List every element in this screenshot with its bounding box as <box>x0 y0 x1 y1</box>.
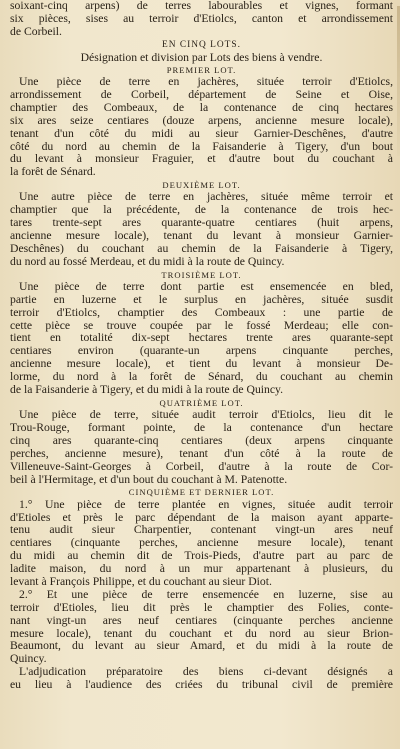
closing-line: L'adjudication préparatoire des biens ci-devant désignés a <box>19 666 393 679</box>
lot-text-line: côté du nord au chemin de la Faisanderie à Tigery, d'un bout <box>10 140 393 153</box>
lot-heading: CINQUIÈME ET DERNIER LOT. <box>128 487 275 498</box>
lot-text-line: Une pièce de terre dont partie est ensemencée en bled, <box>19 280 393 293</box>
lot-text-line: ladite maison, du nord à un mur appartenant à plusieurs, du <box>10 563 393 576</box>
intro-line: soixant-cinq arpens) de terres labourables et vignes, formant <box>10 0 393 12</box>
lot-text-line: du midi au chemin dit de Trois-Pieds, d'autre part au parc de <box>10 550 393 563</box>
lot-text-line: ancienne mesure locale), tenant du levant à monsieur Garnier- <box>10 230 393 243</box>
lot-heading: DEUXIÈME LOT. <box>162 180 241 191</box>
lot-text-line: d'Etioles et près le parc dépendant de la maison ayant apparte- <box>10 511 393 524</box>
lot-text-line: Une pièce de terre, située audit terroir d'Etiolcs, lieu dit le <box>19 409 393 422</box>
lot-text-line: champtier des Combeaux, de la contenance de cinq hectares <box>10 101 393 114</box>
lot-heading: QUATRIÈME LOT. <box>159 397 244 408</box>
lot-text-line: terroir d'Etioles, lieu dit près le champtier des Folies, conte- <box>10 601 393 614</box>
lot-text-line: cinq ares quarante-cinq centiares (deux arpens cinquante <box>10 434 393 447</box>
lot-text-line: tenu audit sieur Charpentier, contenant vingt-un ares neuf <box>10 524 393 537</box>
lot-text-line: lorme, du nord à la forêt de Sénard, du couchant au chemin <box>10 371 393 384</box>
lot-text-line: 2.° Et une pièce de terre ensemencée en luzerne, sise au <box>19 588 393 601</box>
lot-text-line: du levant à monsieur Fraguier, et d'autre bout du couchant à <box>10 153 393 166</box>
lot-text-line: Une pièce de terre en jachères, située terroir d'Etiolcs, <box>19 76 393 89</box>
intro-line: six pièces, sises au terroir d'Etiolcs, canton et arrondissement <box>10 12 393 25</box>
lot-text-line: du nord au fossé Merdeau, et du midi à la route de Quincy. <box>10 255 285 268</box>
designation-heading: Désignation et division par Lots des biens à vendre. <box>80 50 323 64</box>
lot-text-line: 1.° Une pièce de terre plantée en vignes, située audit terroir <box>19 498 393 511</box>
lot-text-line: centiares environ (quarante-un arpens cinquante perches, <box>10 345 393 358</box>
lot-heading: TROISIÈME LOT. <box>161 269 242 280</box>
closing-line: eu lieu à l'audience des criées du tribunal civil de première <box>10 679 393 692</box>
lot-text-line: beil à l'Hermitage, et d'un bout du couchant à M. Patenotte. <box>10 473 288 486</box>
lot-text-line: tenant d'un côté du midi au sieur Garnier-Deschênes, d'autre <box>10 127 393 140</box>
lot-text-line: centiares (cinquante perches, ancienne mesure locale), tenant <box>10 537 393 550</box>
lot-text-line: Quincy. <box>10 653 47 666</box>
lot-text-line: la forêt de Sénard. <box>10 166 96 179</box>
lot-text-line: nant vingt-un ares neuf centiares (cinquante perches ancienne <box>10 614 393 627</box>
lot-text-line: Deschênes) du couchant au chemin de la Faisanderie à Tigery, <box>10 242 393 255</box>
lot-text-line: Une autre pièce de terre en jachères, située même terroir et <box>19 191 393 204</box>
lot-text-line: terroir d'Etiolcs, champtier des Combeaux : une partie de <box>10 306 393 319</box>
lot-text-line: de la Faisanderie à Tigery, et du midi à la route de Quincy. <box>10 384 284 397</box>
lot-text-line: six ares seize centiares (douze arpens, ancienne mesure locale), <box>10 114 393 127</box>
lot-text-line: Villeneuve-Saint-Georges à Corbeil, d'autre à la route de Cor- <box>10 460 393 473</box>
intro-line: de Corbeil. <box>10 25 62 38</box>
lot-text-line: partie en luzerne et le surplus en jachères, située susdit <box>10 293 393 306</box>
lot-text-line: Beaumont, du levant au sieur Amard, et du midi à la route de <box>10 640 393 653</box>
lot-text-line: perches, ancienne mesure), tenant d'un côté à la route de <box>10 447 393 460</box>
lots-heading: EN CINQ LOTS. <box>162 39 241 50</box>
lot-text-line: arrondissement de Corbeil, département de Seine et Oise, <box>10 88 393 101</box>
lot-text-line: cette pièce se trouve coupée par le fossé Merdeau; elle con- <box>10 319 393 332</box>
lot-text-line: tares trente-sept ares quarante-quatre centiares (huit arpens, <box>10 217 393 230</box>
lot-text-line: Trou-Rouge, formant pointe, de la contenance d'un hectare <box>10 421 393 434</box>
lot-text-line: champtier que la précédente, de la contenance de trois hec- <box>10 204 393 217</box>
lot-text-line: levant à François Philippe, et du couchant au sieur Diot. <box>10 575 272 588</box>
lot-text-line: tient en totalité dix-sept hectares trente ares quarante-sept <box>10 332 393 345</box>
lot-text-line: mesure locale), tenant du couchant et du nord au sieur Brion- <box>10 627 393 640</box>
lot-text-line: ancienne mesure locale), et tient du levant à monsieur De- <box>10 358 393 371</box>
lot-heading: PREMIER LOT. <box>166 64 237 75</box>
